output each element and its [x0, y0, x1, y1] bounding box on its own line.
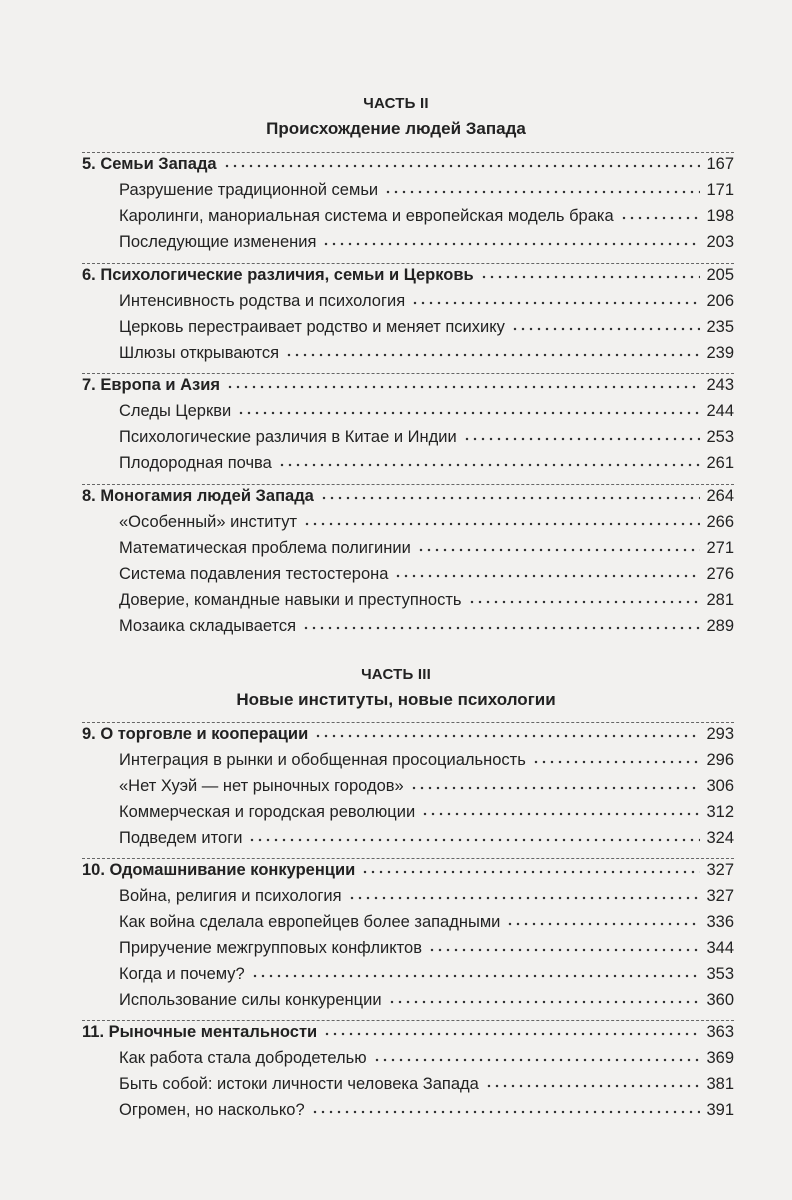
part-label: ЧАСТЬ III — [361, 666, 431, 683]
page-number: 344 — [706, 939, 734, 957]
page-number: 167 — [706, 155, 734, 173]
page-number: 327 — [706, 861, 734, 879]
dot-leader — [388, 1000, 701, 1004]
section-entry[interactable] — [119, 913, 734, 939]
dot-leader — [278, 463, 701, 467]
divider — [82, 263, 734, 264]
page-number: 296 — [706, 751, 734, 769]
section-entry[interactable] — [119, 803, 734, 829]
dot-leader — [485, 1084, 701, 1088]
section-entry[interactable] — [119, 829, 734, 855]
section-title: Использование силы конкуренции — [119, 991, 382, 1009]
part-title: Происхождение людей Запада — [266, 119, 526, 138]
section-title: «Особенный» институт — [119, 513, 298, 531]
dot-leader — [303, 522, 700, 526]
section-title: Приручение межгрупповых конфликтов — [119, 939, 422, 957]
section-title: Огромен, но насколько? — [119, 1101, 305, 1119]
dot-leader — [285, 353, 700, 357]
section-entry[interactable] — [119, 1075, 734, 1101]
dot-leader — [320, 496, 701, 500]
section-title: Система подавления тестостерона — [119, 565, 389, 583]
section-entry[interactable] — [119, 454, 734, 480]
dot-leader — [468, 600, 701, 604]
dot-leader — [373, 1058, 701, 1062]
section-entry[interactable] — [119, 991, 734, 1017]
section-title: Быть собой: истоки личности человека Запада — [119, 1075, 479, 1093]
section-title: Как работа стала добродетелью — [119, 1049, 367, 1067]
page-number: 243 — [706, 376, 734, 394]
section-entry[interactable] — [119, 751, 734, 777]
section-title: Церковь перестраивает родство и меняет психику — [119, 318, 505, 336]
dot-leader — [428, 948, 701, 952]
section-entry[interactable] — [119, 181, 734, 207]
dot-leader — [302, 626, 700, 630]
section-entry[interactable] — [119, 1049, 734, 1075]
chapter-title: 9. О торговле и кооперации — [82, 725, 309, 743]
page-number: 276 — [706, 565, 734, 583]
section-title: «Нет Хуэй — нет рыночных городов» — [119, 777, 404, 795]
section-title: Шлюзы открываются — [119, 344, 280, 362]
section-entry[interactable] — [119, 617, 734, 643]
page-number: 336 — [706, 913, 734, 931]
chapter-title: 5. Семьи Запада — [82, 155, 217, 173]
section-entry[interactable] — [119, 233, 734, 259]
section-title: Доверие, командные навыки и преступность — [119, 591, 462, 609]
section-entry[interactable] — [119, 539, 734, 565]
section-title: Подведем итоги — [119, 829, 243, 847]
dot-leader — [223, 164, 701, 168]
page-number: 205 — [706, 266, 734, 284]
chapter-entry[interactable] — [82, 861, 734, 887]
page-number: 264 — [706, 487, 734, 505]
page-number: 244 — [706, 402, 734, 420]
page-number: 261 — [706, 454, 734, 472]
section-title: Математическая проблема полигинии — [119, 539, 411, 557]
page-number: 312 — [706, 803, 734, 821]
page-number: 360 — [706, 991, 734, 1009]
dot-leader — [463, 437, 701, 441]
dot-leader — [322, 242, 700, 246]
part-header — [0, 119, 792, 139]
dot-leader — [421, 812, 700, 816]
chapter-title: 8. Моногамия людей Запада — [82, 487, 314, 505]
dot-leader — [384, 190, 700, 194]
part-header — [0, 666, 792, 683]
page-number: 239 — [706, 344, 734, 362]
section-title: Следы Церкви — [119, 402, 232, 420]
section-title: Когда и почему? — [119, 965, 245, 983]
section-entry[interactable] — [119, 207, 734, 233]
section-entry[interactable] — [119, 428, 734, 454]
dot-leader — [248, 838, 700, 842]
section-title: Психологические различия в Китае и Индии — [119, 428, 457, 446]
page-number: 327 — [706, 887, 734, 905]
divider — [82, 1020, 734, 1021]
page-number: 293 — [706, 725, 734, 743]
chapter-entry[interactable] — [82, 155, 734, 181]
page-number: 235 — [706, 318, 734, 336]
section-title: Плодородная почва — [119, 454, 272, 472]
section-entry[interactable] — [119, 344, 734, 370]
chapter-entry[interactable] — [82, 725, 734, 751]
divider — [82, 152, 734, 153]
section-title: Война, религия и психология — [119, 887, 342, 905]
chapter-title: 11. Рыночные ментальности — [82, 1023, 318, 1041]
section-title: Интенсивность родства и психология — [119, 292, 406, 310]
dot-leader — [394, 574, 700, 578]
page-number: 363 — [706, 1023, 734, 1041]
section-entry[interactable] — [119, 292, 734, 318]
section-entry[interactable] — [119, 777, 734, 803]
page-number: 391 — [706, 1101, 734, 1119]
dot-leader — [620, 216, 701, 220]
dot-leader — [323, 1032, 700, 1036]
section-entry[interactable] — [119, 939, 734, 965]
section-entry[interactable] — [119, 402, 734, 428]
page-number: 381 — [706, 1075, 734, 1093]
chapter-title: 10. Одомашнивание конкуренции — [82, 861, 356, 879]
section-entry[interactable] — [119, 318, 734, 344]
part-label: ЧАСТЬ II — [363, 95, 429, 112]
page-number: 171 — [706, 181, 734, 199]
page-number: 289 — [706, 617, 734, 635]
section-title: Как война сделала европейцев более западными — [119, 913, 501, 931]
section-title: Мозаика складывается — [119, 617, 297, 635]
section-title: Разрушение традиционной семьи — [119, 181, 379, 199]
dot-leader — [411, 301, 700, 305]
section-entry[interactable] — [119, 965, 734, 991]
section-title: Коммерческая и городская революции — [119, 803, 416, 821]
divider — [82, 484, 734, 485]
divider — [82, 373, 734, 374]
dot-leader — [251, 974, 701, 978]
chapter-entry[interactable] — [82, 376, 734, 402]
dot-leader — [311, 1110, 701, 1114]
page-number: 203 — [706, 233, 734, 251]
part-header — [0, 690, 792, 710]
section-entry[interactable] — [119, 565, 734, 591]
page-number: 369 — [706, 1049, 734, 1067]
dot-leader — [532, 760, 701, 764]
dot-leader — [511, 327, 701, 331]
chapter-title: 7. Европа и Азия — [82, 376, 220, 394]
divider — [82, 722, 734, 723]
page-number: 281 — [706, 591, 734, 609]
dot-leader — [480, 275, 701, 279]
chapter-title: 6. Психологические различия, семьи и Церковь — [82, 266, 474, 284]
divider — [82, 858, 734, 859]
dot-leader — [348, 896, 701, 900]
page-number: 324 — [706, 829, 734, 847]
dot-leader — [237, 411, 700, 415]
page-number: 306 — [706, 777, 734, 795]
page-number: 353 — [706, 965, 734, 983]
dot-leader — [361, 870, 700, 874]
section-title: Интеграция в рынки и обобщенная просоциальность — [119, 751, 526, 769]
section-entry[interactable] — [119, 591, 734, 617]
dot-leader — [314, 734, 700, 738]
section-entry[interactable] — [119, 1101, 734, 1127]
dot-leader — [417, 548, 701, 552]
dot-leader — [226, 385, 700, 389]
chapter-entry[interactable] — [82, 1023, 734, 1049]
section-entry[interactable] — [119, 513, 734, 539]
section-entry[interactable] — [119, 887, 734, 913]
page-number: 271 — [706, 539, 734, 557]
page-number: 266 — [706, 513, 734, 531]
dot-leader — [506, 922, 700, 926]
chapter-entry[interactable] — [82, 487, 734, 513]
part-title: Новые институты, новые психологии — [236, 690, 556, 709]
part-header — [0, 95, 792, 112]
page-number: 253 — [706, 428, 734, 446]
dot-leader — [410, 786, 701, 790]
section-title: Последующие изменения — [119, 233, 317, 251]
section-title: Каролинги, манориальная система и европейская модель брака — [119, 207, 614, 225]
chapter-entry[interactable] — [82, 266, 734, 292]
page-number: 206 — [706, 292, 734, 310]
page-number: 198 — [706, 207, 734, 225]
